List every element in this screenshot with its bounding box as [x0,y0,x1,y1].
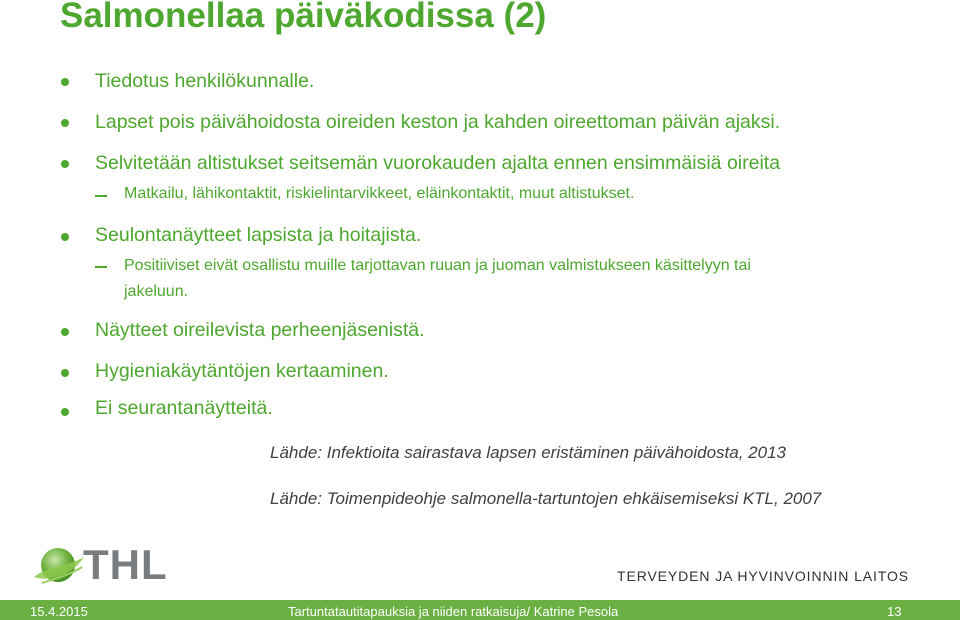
bullet-dot [61,160,69,168]
bullet-dot [61,119,69,127]
page-number: 13 [887,604,902,619]
source-reference: Lähde: Infektioita sairastava lapsen eristäminen päivähoidosta, 2013 [270,443,787,462]
bullet-dot [61,233,69,241]
list-item: Näytteet oireilevista perheenjäsenistä. [95,319,425,341]
sub-list-item-continuation: jakeluun. [124,283,189,300]
list-item: Seulontanäytteet lapsista ja hoitajista. [95,224,422,246]
bullet-dot [61,328,69,336]
sub-list-item: Positiiviset eivät osallistu muille tarjottavan ruuan ja juoman valmistukseen käsittelyyn tai [124,257,751,274]
bullet-dot [61,369,69,377]
source-reference: Lähde: Toimenpideohje salmonella-tartuntojen ehkäisemiseksi KTL, 2007 [270,489,822,508]
sub-bullet-dash [95,266,107,268]
list-item: Ei seurantanäytteitä. [95,397,273,419]
footer-date: 15.4.2015 [30,604,88,619]
bullet-dot [61,78,69,86]
organization-name: TERVEYDEN JA HYVINVOINNIN LAITOS [617,568,910,584]
footer-title: Tartuntatautitapauksia ja niiden ratkaisuja/ Katrine Pesola [288,604,619,619]
sub-list-item: Matkailu, lähikontaktit, riskielintarvikkeet, eläinkontaktit, muut altistukset. [124,185,635,202]
logo-wordmark: THL [83,541,168,588]
list-item: Lapset pois päivähoidosta oireiden keston ja kahden oireettoman päivän ajaksi. [95,111,781,133]
sub-bullet-dash [95,195,107,197]
list-item: Hygieniakäytäntöjen kertaaminen. [95,360,389,382]
bullet-dot [61,408,69,416]
list-item: Selvitetään altistukset seitsemän vuorokauden ajalta ennen ensimmäisiä oireita [95,152,781,174]
thl-leaf-globe-icon [30,543,86,589]
list-item: Tiedotus henkilökunnalle. [95,70,315,92]
slide-title: Salmonellaa päiväkodissa (2) [60,0,547,35]
